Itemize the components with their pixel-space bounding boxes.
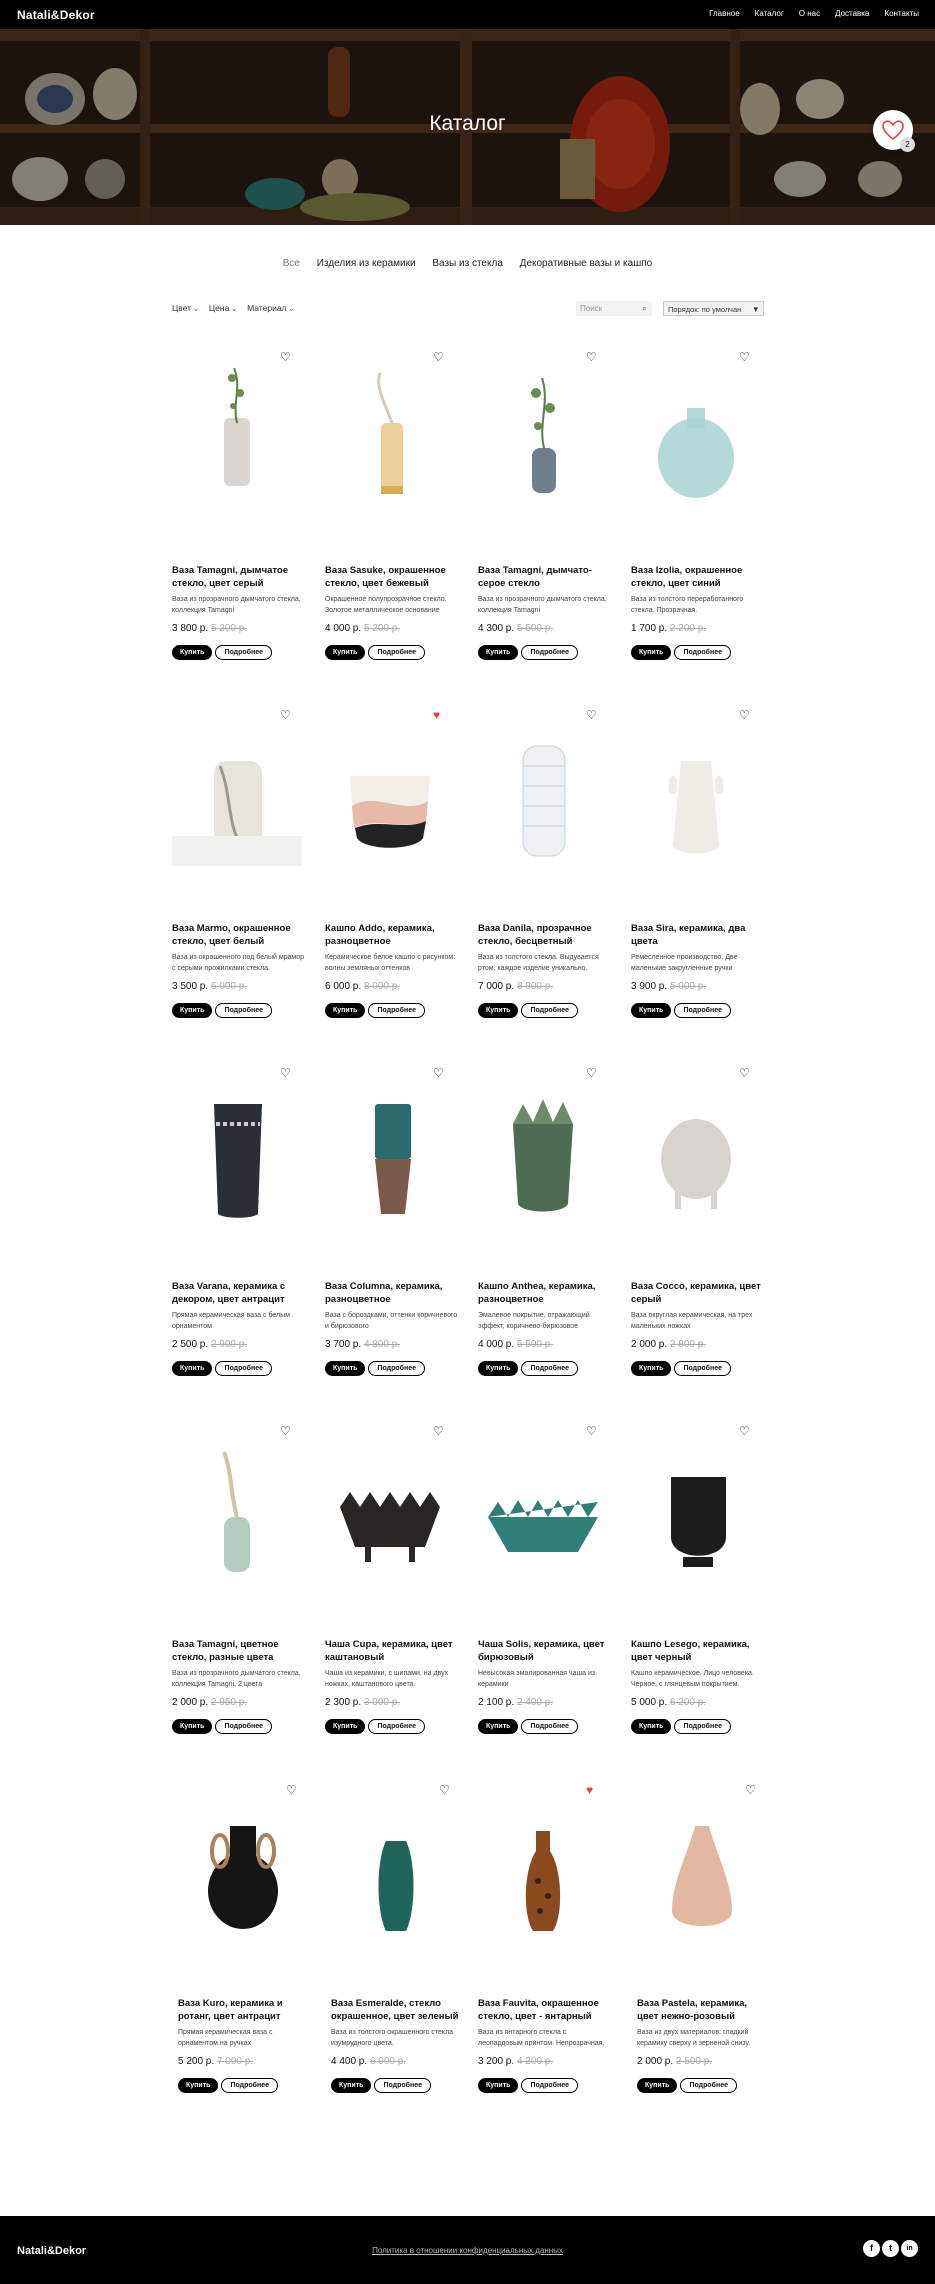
product-image[interactable] bbox=[478, 1422, 608, 1587]
product-old-price: 5 000 р. bbox=[669, 981, 707, 992]
product-actions bbox=[478, 1361, 578, 1376]
product-actions bbox=[478, 1003, 578, 1018]
search-icon[interactable]: ⌕ bbox=[641, 303, 647, 313]
buy-button[interactable]: Купить bbox=[331, 2078, 371, 2093]
product-price-block bbox=[172, 981, 247, 992]
product-title[interactable]: Ваза Pastela, керамика, цвет нежно-розовый bbox=[637, 1998, 748, 2022]
product-price-block bbox=[478, 981, 553, 992]
product-title[interactable]: Ваза Marmo, окрашенное стекло, цвет белый bbox=[172, 923, 291, 947]
product-price-block bbox=[325, 1339, 400, 1350]
product-description: Керамическое белое кашпо с рисунком: волны земляных оттенков bbox=[325, 954, 456, 972]
ribbed-glass-vase-icon bbox=[478, 706, 608, 871]
product-price: 7 000 р. bbox=[478, 981, 515, 992]
details-button[interactable]: Подробнее bbox=[521, 1003, 578, 1018]
details-button[interactable]: Подробнее bbox=[374, 2078, 431, 2093]
emerald-vase-icon bbox=[331, 1781, 461, 1946]
product-description: Ваза из толстого переработанного стекла. Прозрачная. bbox=[631, 596, 744, 614]
buy-button[interactable]: Купить bbox=[478, 1361, 518, 1376]
product-description: Чаша из керамики, с шипами, на двух ножках, каштанового цвета. bbox=[325, 1670, 449, 1688]
product-price: 2 000 р. bbox=[172, 1697, 209, 1708]
product-image[interactable] bbox=[478, 1064, 608, 1229]
product-description: Ваза из толстого окрашенного стекла изумрудного цвета. bbox=[331, 2029, 454, 2047]
product-price: 3 800 р. bbox=[172, 623, 209, 634]
favorite-heart-icon[interactable]: ♥ bbox=[433, 708, 441, 722]
page-title: Каталог bbox=[429, 112, 506, 135]
white-handled-vase-icon bbox=[631, 706, 761, 871]
product-price: 3 500 р. bbox=[172, 981, 209, 992]
product-description: Прямая керамическая ваза с белым орнаментом bbox=[172, 1312, 290, 1330]
product-price-block bbox=[325, 623, 400, 634]
favorite-heart-icon[interactable]: ♥ bbox=[586, 1783, 594, 1797]
product-old-price: 2 900 р. bbox=[210, 1339, 248, 1350]
footed-pot-icon bbox=[631, 1064, 761, 1229]
product-title[interactable]: Ваза Esmeralde, стекло окрашенное, цвет зеленый bbox=[331, 1998, 459, 2022]
details-button[interactable]: Подробнее bbox=[215, 1003, 272, 1018]
favorites-count-badge: 2 bbox=[900, 137, 915, 152]
main-nav bbox=[709, 9, 919, 18]
product-price: 4 000 р. bbox=[478, 1339, 515, 1350]
product-description: Прямая керамическая ваза с орнаментом на ручках bbox=[178, 2029, 273, 2047]
product-old-price: 4 200 р. bbox=[516, 2056, 554, 2067]
product-old-price: 7 000 р. bbox=[216, 2056, 254, 2067]
top-navbar bbox=[0, 0, 935, 29]
product-price: 2 300 р. bbox=[325, 1697, 362, 1708]
details-button[interactable]: Подробнее bbox=[215, 1719, 272, 1734]
product-old-price: 5 200 р. bbox=[363, 623, 401, 634]
tab-glass-vases[interactable]: Вазы из стекла bbox=[432, 258, 503, 269]
product-description: Эмалевое покрытие, отражающий эффект, коричнево-бирюзовое bbox=[478, 1312, 590, 1330]
product-price-block bbox=[631, 1339, 706, 1350]
product-title[interactable]: Ваза Cocco, керамика, цвет серый bbox=[631, 1281, 761, 1305]
product-price: 3 900 р. bbox=[631, 981, 668, 992]
buy-button[interactable]: Купить bbox=[478, 1003, 518, 1018]
linkedin-icon[interactable]: in bbox=[901, 2240, 918, 2257]
product-old-price: 8 000 р. bbox=[363, 981, 401, 992]
product-old-price: 2 400 р. bbox=[516, 1697, 554, 1708]
product-image[interactable] bbox=[631, 1064, 761, 1229]
product-title[interactable]: Ваза Sasuke, окрашенное стекло, цвет бежевый bbox=[325, 565, 446, 589]
product-image[interactable] bbox=[631, 1422, 761, 1587]
details-button[interactable]: Подробнее bbox=[368, 645, 425, 660]
product-price-block bbox=[325, 981, 400, 992]
product-actions bbox=[325, 645, 425, 660]
product-price-block bbox=[325, 1697, 400, 1708]
product-description: Ваза с бороздками, оттенки коричневого и бирюзового bbox=[325, 1312, 458, 1330]
vase-with-branch-icon bbox=[172, 348, 302, 513]
product-price: 3 700 р. bbox=[325, 1339, 362, 1350]
tab-decorative[interactable]: Декоративные вазы и кашпо bbox=[519, 258, 653, 269]
product-price: 4 000 р. bbox=[325, 623, 362, 634]
amber-leopard-vase-icon bbox=[478, 1781, 608, 1946]
product-price: 4 300 р. bbox=[478, 623, 515, 634]
product-description: Ваза из янтарного стекла с леопардовым принтом. Непрозрачная. bbox=[478, 2029, 605, 2047]
product-price-block bbox=[331, 2056, 406, 2067]
product-price-block bbox=[631, 1697, 706, 1708]
buy-button[interactable]: Купить bbox=[631, 645, 671, 660]
filter-bar bbox=[172, 303, 294, 313]
search-placeholder: Поиск bbox=[580, 304, 603, 313]
favorite-heart-icon[interactable]: ♡ bbox=[739, 1424, 750, 1438]
product-actions bbox=[478, 2078, 578, 2093]
product-image[interactable] bbox=[631, 706, 761, 871]
privacy-policy-link[interactable]: Политика в отношении конфиденциальных данных bbox=[372, 2246, 563, 2255]
product-actions bbox=[631, 1719, 731, 1734]
details-button[interactable]: Подробнее bbox=[368, 1719, 425, 1734]
spiky-pot-icon bbox=[478, 1064, 608, 1229]
product-title[interactable]: Ваза Tamagni, дымчато-серое стекло bbox=[478, 565, 592, 589]
buy-button[interactable]: Купить bbox=[172, 1719, 212, 1734]
product-price: 2 000 р. bbox=[637, 2056, 674, 2067]
product-title[interactable]: Кашпо Addo, керамика, разноцветное bbox=[325, 923, 435, 947]
buy-button[interactable]: Купить bbox=[172, 645, 212, 660]
product-image[interactable] bbox=[172, 1422, 302, 1587]
product-price: 3 200 р. bbox=[478, 2056, 515, 2067]
product-image[interactable] bbox=[478, 348, 608, 513]
buy-button[interactable]: Купить bbox=[172, 1361, 212, 1376]
favorite-heart-icon[interactable]: ♡ bbox=[280, 1424, 291, 1438]
product-description: Ваза из окрашенного под белый мрамор с серыми прожилками стекла. bbox=[172, 954, 305, 972]
hero-banner bbox=[0, 29, 935, 225]
product-actions bbox=[631, 645, 731, 660]
buy-button[interactable]: Купить bbox=[637, 2078, 677, 2093]
product-price: 1 700 р. bbox=[631, 623, 668, 634]
details-button[interactable]: Подробнее bbox=[674, 1003, 731, 1018]
ridged-vase-icon bbox=[325, 1064, 455, 1229]
product-old-price: 8 900 р. bbox=[516, 981, 554, 992]
product-actions bbox=[325, 1361, 425, 1376]
product-image[interactable] bbox=[325, 348, 455, 513]
green-glass-vase-icon bbox=[172, 1422, 302, 1587]
favorite-heart-icon[interactable]: ♡ bbox=[433, 1424, 444, 1438]
product-title[interactable]: Ваза Fauvita, окрашенное стекло, цвет - янтарный bbox=[478, 1998, 599, 2022]
product-description: Кашпо керамическое. Лицо человека. Черное, с глянцевым покрытием. bbox=[631, 1670, 754, 1688]
product-old-price: 2 950 р. bbox=[210, 1697, 248, 1708]
details-button[interactable]: Подробнее bbox=[674, 1361, 731, 1376]
product-description: Окрашенное полупрозрачное стекло. Золотое металлическое основание bbox=[325, 596, 447, 614]
details-button[interactable]: Подробнее bbox=[368, 1361, 425, 1376]
product-title[interactable]: Ваза Sira, керамика, два цвета bbox=[631, 923, 746, 947]
pink-vase-icon bbox=[637, 1781, 767, 1946]
details-button[interactable]: Подробнее bbox=[215, 1361, 272, 1376]
buy-button[interactable]: Купить bbox=[478, 1719, 518, 1734]
favorite-heart-icon[interactable]: ♡ bbox=[739, 350, 750, 364]
black-rattan-vase-icon bbox=[178, 1781, 308, 1946]
product-image[interactable] bbox=[325, 706, 455, 871]
favorite-heart-icon[interactable]: ♡ bbox=[280, 1066, 291, 1080]
product-actions bbox=[631, 1003, 731, 1018]
product-price-block bbox=[478, 1697, 553, 1708]
product-image[interactable] bbox=[631, 348, 761, 513]
product-image[interactable] bbox=[172, 1064, 302, 1229]
product-title[interactable]: Ваза Danila, прозрачное стекло, бесцветный bbox=[478, 923, 592, 947]
product-price: 4 400 р. bbox=[331, 2056, 368, 2067]
favorite-heart-icon[interactable]: ♡ bbox=[739, 708, 750, 722]
product-old-price: 2 200 р. bbox=[669, 623, 707, 634]
nav-item-delivery[interactable]: Доставка bbox=[835, 9, 870, 18]
product-price: 2 100 р. bbox=[478, 1697, 515, 1708]
product-title[interactable]: Ваза Kuro, керамика и ротанг, цвет антрацит bbox=[178, 1998, 283, 2022]
product-image[interactable] bbox=[172, 348, 302, 513]
product-title[interactable]: Ваза Tamagni, цветное стекло, разные цвета bbox=[172, 1639, 279, 1663]
product-price: 6 000 р. bbox=[325, 981, 362, 992]
product-old-price: 6 200 р. bbox=[669, 1697, 707, 1708]
details-button[interactable]: Подробнее bbox=[674, 1719, 731, 1734]
product-price: 5 000 р. bbox=[631, 1697, 668, 1708]
product-actions bbox=[325, 1003, 425, 1018]
product-image[interactable] bbox=[172, 706, 302, 871]
product-price: 2 000 р. bbox=[631, 1339, 668, 1350]
category-tabs bbox=[0, 258, 935, 269]
product-price-block bbox=[172, 1697, 247, 1708]
favorite-heart-icon[interactable]: ♡ bbox=[739, 1066, 750, 1080]
details-button[interactable]: Подробнее bbox=[521, 645, 578, 660]
product-description: Ваза из прозрачного дымчатого стекла, коллекция Tamagni bbox=[172, 596, 301, 614]
product-image[interactable] bbox=[478, 706, 608, 871]
buy-button[interactable]: Купить bbox=[178, 2078, 218, 2093]
footer bbox=[0, 2216, 935, 2284]
favorite-heart-icon[interactable]: ♡ bbox=[286, 1783, 297, 1797]
favorite-heart-icon[interactable]: ♡ bbox=[586, 350, 597, 364]
face-pot-icon bbox=[631, 1422, 761, 1587]
product-old-price: 2 500 р. bbox=[675, 2056, 713, 2067]
favorite-heart-icon[interactable]: ♡ bbox=[586, 1066, 597, 1080]
favorite-heart-icon[interactable]: ♡ bbox=[433, 1066, 444, 1080]
black-cylinder-vase-icon bbox=[172, 1064, 302, 1229]
spiked-bowl-icon bbox=[325, 1422, 455, 1587]
product-description: Ремесленное производство. Две маленькие закругленные ручки bbox=[631, 954, 738, 972]
sort-select[interactable]: Порядок: по умолчан ▾ bbox=[663, 301, 764, 316]
nav-item-home[interactable]: Главное bbox=[709, 9, 740, 18]
product-price-block bbox=[631, 981, 706, 992]
product-price: 5 200 р. bbox=[178, 2056, 215, 2067]
filter-material[interactable]: Материал ⌄ bbox=[247, 303, 294, 313]
site-logo[interactable]: Natali&Dekor bbox=[17, 8, 95, 22]
facebook-icon[interactable]: f bbox=[863, 2240, 880, 2257]
buy-button[interactable]: Купить bbox=[325, 645, 365, 660]
details-button[interactable]: Подробнее bbox=[221, 2078, 278, 2093]
buy-button[interactable]: Купить bbox=[631, 1719, 671, 1734]
product-description: Ваза из двух материалов: гладкий керамику сверху и зерненой снизу. bbox=[637, 2029, 751, 2047]
details-button[interactable]: Подробнее bbox=[674, 645, 731, 660]
product-old-price: 4 800 р. bbox=[363, 1339, 401, 1350]
amber-vase-icon bbox=[325, 348, 455, 513]
footer-logo[interactable]: Natali&Dekor bbox=[17, 2245, 87, 2257]
product-price-block bbox=[172, 623, 247, 634]
product-actions bbox=[172, 1003, 272, 1018]
product-description: Ваза из толстого стекла. Выдувается ртом, каждое изделие уникально. bbox=[478, 954, 599, 972]
product-old-price: 5 500 р. bbox=[516, 1339, 554, 1350]
product-title[interactable]: Чаша Solis, керамика, цвет бирюзовый bbox=[478, 1639, 605, 1663]
product-price-block bbox=[178, 2056, 253, 2067]
product-price-block bbox=[478, 1339, 553, 1350]
product-title[interactable]: Кашпо Anthea, керамика, разноцветное bbox=[478, 1281, 596, 1305]
product-price-block bbox=[478, 2056, 553, 2067]
product-title[interactable]: Ваза Columna, керамика, разноцветное bbox=[325, 1281, 443, 1305]
product-image[interactable] bbox=[325, 1422, 455, 1587]
marble-vase-icon bbox=[172, 706, 302, 871]
product-image[interactable] bbox=[637, 1781, 767, 1946]
details-button[interactable]: Подробнее bbox=[521, 1719, 578, 1734]
product-title[interactable]: Чаша Cupa, керамика, цвет каштановый bbox=[325, 1639, 453, 1663]
buy-button[interactable]: Купить bbox=[478, 645, 518, 660]
product-price-block bbox=[172, 1339, 247, 1350]
product-actions bbox=[325, 1719, 425, 1734]
favorite-heart-icon[interactable]: ♡ bbox=[433, 350, 444, 364]
buy-button[interactable]: Купить bbox=[478, 2078, 518, 2093]
product-image[interactable] bbox=[478, 1781, 608, 1946]
nav-item-about[interactable]: О нас bbox=[798, 9, 821, 18]
product-title[interactable]: Ваза Varana, керамика с декором, цвет антрацит bbox=[172, 1281, 286, 1305]
product-actions bbox=[172, 1361, 272, 1376]
product-old-price: 6 000 р. bbox=[210, 981, 248, 992]
striped-pot-icon bbox=[325, 706, 455, 871]
product-actions bbox=[172, 1719, 272, 1734]
search-input[interactable] bbox=[576, 301, 652, 316]
details-button[interactable]: Подробнее bbox=[521, 1361, 578, 1376]
tab-all[interactable]: Все bbox=[282, 258, 300, 269]
favorite-heart-icon[interactable]: ♡ bbox=[280, 708, 291, 722]
product-image[interactable] bbox=[178, 1781, 308, 1946]
product-image[interactable] bbox=[325, 1064, 455, 1229]
product-description: Ваза округлая керамическая, на трех маленьких ножках bbox=[631, 1312, 753, 1330]
filter-price[interactable]: Цена ⌄ bbox=[209, 303, 237, 313]
product-image[interactable] bbox=[331, 1781, 461, 1946]
product-actions bbox=[631, 1361, 731, 1376]
product-description: Ваза из прозрачного дымчатого стекла, коллекция Tamagni, 2 цвета bbox=[172, 1670, 301, 1688]
buy-button[interactable]: Купить bbox=[631, 1361, 671, 1376]
product-old-price: 5 200 р. bbox=[210, 623, 248, 634]
product-old-price: 3 000 р. bbox=[363, 1697, 401, 1708]
buy-button[interactable]: Купить bbox=[325, 1361, 365, 1376]
grey-vase-icon bbox=[478, 348, 608, 513]
favorite-heart-icon[interactable]: ♡ bbox=[586, 708, 597, 722]
product-price-block bbox=[478, 623, 553, 634]
product-description: Невысокая эмалированная чаша из керамики bbox=[478, 1670, 596, 1688]
round-glass-vase-icon bbox=[631, 348, 761, 513]
product-old-price: 6 000 р. bbox=[369, 2056, 407, 2067]
details-button[interactable]: Подробнее bbox=[680, 2078, 737, 2093]
product-actions bbox=[478, 645, 578, 660]
twitter-icon[interactable]: t bbox=[882, 2240, 899, 2257]
favorite-heart-icon[interactable]: ♡ bbox=[439, 1783, 450, 1797]
filter-color[interactable]: Цвет ⌄ bbox=[172, 303, 199, 313]
buy-button[interactable]: Купить bbox=[172, 1003, 212, 1018]
buy-button[interactable]: Купить bbox=[631, 1003, 671, 1018]
product-description: Ваза из прозрачного дымчатого стекла, коллекция Tamagni bbox=[478, 596, 607, 614]
product-old-price: 2 800 р. bbox=[669, 1339, 707, 1350]
product-title[interactable]: Кашпо Lesego, керамика, цвет черный bbox=[631, 1639, 750, 1663]
product-title[interactable]: Ваза Izolia, окрашенное стекло, цвет синий bbox=[631, 565, 743, 589]
favorite-heart-icon[interactable]: ♡ bbox=[586, 1424, 597, 1438]
details-button[interactable]: Подробнее bbox=[215, 645, 272, 660]
product-actions bbox=[178, 2078, 278, 2093]
favorite-heart-icon[interactable]: ♡ bbox=[280, 350, 291, 364]
product-title[interactable]: Ваза Tamagni, дымчатое стекло, цвет серый bbox=[172, 565, 288, 589]
buy-button[interactable]: Купить bbox=[325, 1003, 365, 1018]
product-actions bbox=[637, 2078, 737, 2093]
teal-bowl-icon bbox=[478, 1422, 608, 1587]
tab-ceramics[interactable]: Изделия из керамики bbox=[316, 258, 416, 269]
product-price-block bbox=[637, 2056, 712, 2067]
details-button[interactable]: Подробнее bbox=[521, 2078, 578, 2093]
details-button[interactable]: Подробнее bbox=[368, 1003, 425, 1018]
nav-item-contacts[interactable]: Контакты bbox=[884, 9, 919, 18]
favorite-heart-icon[interactable]: ♡ bbox=[745, 1783, 756, 1797]
product-price: 2 500 р. bbox=[172, 1339, 209, 1350]
buy-button[interactable]: Купить bbox=[325, 1719, 365, 1734]
nav-item-catalog[interactable]: Каталог bbox=[754, 9, 784, 18]
product-price-block bbox=[631, 623, 706, 634]
product-old-price: 5 500 р. bbox=[516, 623, 554, 634]
product-actions bbox=[172, 645, 272, 660]
product-actions bbox=[478, 1719, 578, 1734]
product-actions bbox=[331, 2078, 431, 2093]
